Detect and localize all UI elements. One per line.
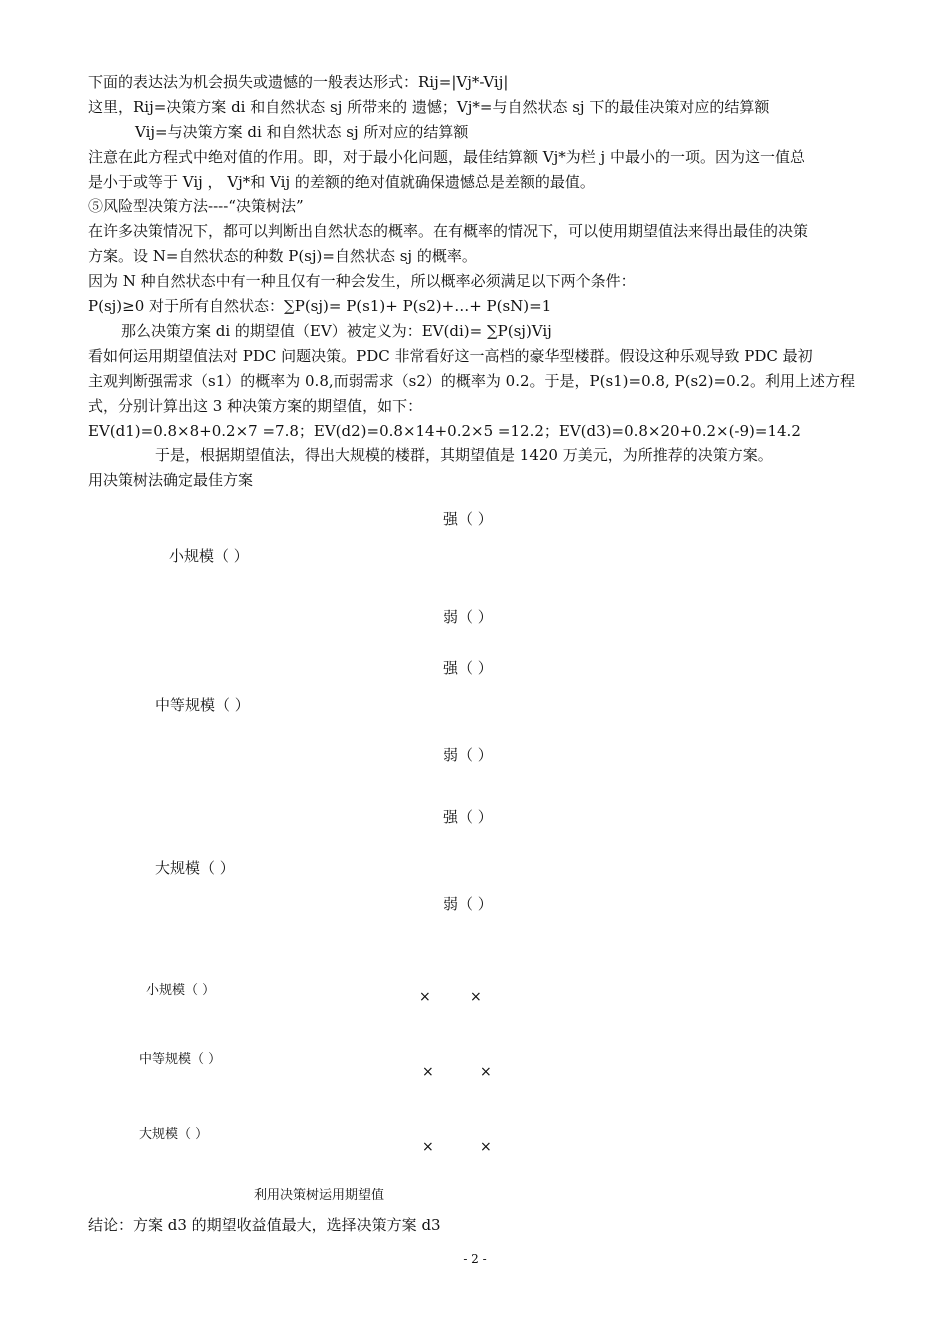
figure-caption: 利用决策树运用期望值 [254, 1188, 385, 1203]
text-line-recommendation: 于是，根据期望值法，得出大规模的楼群，其期望值是 1420 万美元，为所推荐的决策方案。 [155, 446, 773, 464]
tree1-medium-scale-label: 中等规模（ ） [155, 696, 250, 714]
text-line-tree-intro: 用决策树法确定最佳方案 [88, 471, 254, 489]
tree1-strong-label-medium: 强（ ） [443, 659, 493, 677]
tree2-large-scale-label: 大规模（ ） [139, 1127, 209, 1142]
text-line-pdc-1: 看如何运用期望值法对 PDC 问题决策。PDC 非常看好这一高档的豪华型楼群。假设这种乐观导致 PDC 最初 [88, 347, 813, 365]
tree1-small-scale-label: 小规模（ ） [169, 547, 249, 565]
tree2-small-scale-label: 小规模（ ） [146, 983, 216, 998]
tree2-small-mark-2: × [470, 989, 482, 1005]
text-line-ev-values: EV(d1)=0.8×8+0.2×7 =7.8；EV(d2)=0.8×14+0.2×5 =12.2；EV(d3)=0.8×20+0.2×(-9)=14.2 [88, 422, 801, 440]
text-line-pdc-2: 主观判断强需求（s1）的概率为 0.8,而弱需求（s2）的概率为 0.2。于是，P(s1)=0.8, P(s2)=0.2。利用上述方程 [88, 372, 855, 390]
text-line-definitions: 这里，Rij=决策方案 di 和自然状态 sj 所带来的 遗憾；Vj*=与自然状态 sj 下的最佳决策对应的结算额 [88, 98, 770, 116]
text-line-pdc-3: 式，分别计算出这 3 种决策方案的期望值，如下： [88, 397, 423, 415]
tree1-weak-label-small: 弱（ ） [443, 608, 493, 626]
text-line-probability-2: 方案。设 N=自然状态的种数 P(sj)=自然状态 sj 的概率。 [88, 247, 477, 265]
text-line-vij-definition: Vij=与决策方案 di 和自然状态 sj 所对应的结算额 [135, 123, 469, 141]
tree1-weak-label-medium: 弱（ ） [443, 746, 493, 764]
text-line-regret-formula: 下面的表达法为机会损失或遗憾的一般表达形式：Rij=|Vj*-Vij| [88, 73, 509, 91]
tree2-medium-mark-1: × [422, 1064, 434, 1080]
page-number: - 2 - [463, 1252, 487, 1266]
text-line-probability-sum: P(sj)≥0 对于所有自然状态：∑P(sj)= P(s1)+ P(s2)+…+ P(sN)=1 [88, 297, 552, 315]
tree2-large-mark-2: × [480, 1139, 492, 1155]
tree2-medium-mark-2: × [480, 1064, 492, 1080]
tree1-weak-label-large: 弱（ ） [443, 895, 493, 913]
text-line-absolute-note-2: 是小于或等于 Vij ， Vj*和 Vij 的差额的绝对值就确保遗憾总是差额的最值。 [88, 173, 595, 191]
tree1-strong-label-large: 强（ ） [443, 808, 493, 826]
section-heading-decision-tree: ⑤风险型决策方法----“决策树法” [88, 197, 304, 215]
text-line-absolute-note-1: 注意在此方程式中绝对值的作用。即，对于最小化问题，最佳结算额 Vj*为栏 j 中最小的一项。因为这一值总 [88, 148, 805, 166]
tree1-strong-label-small: 强（ ） [443, 510, 493, 528]
tree2-small-mark-1: × [419, 989, 431, 1005]
conclusion-text: 结论：方案 d3 的期望收益值最大，选择决策方案 d3 [88, 1216, 441, 1234]
text-line-probability-1: 在许多决策情况下，都可以判断出自然状态的概率。在有概率的情况下，可以使用期望值法来得出最佳的决策 [88, 222, 809, 240]
tree2-large-mark-1: × [422, 1139, 434, 1155]
tree1-large-scale-label: 大规模（ ） [155, 859, 235, 877]
text-line-conditions: 因为 N 种自然状态中有一种且仅有一种会发生，所以概率必须满足以下两个条件： [88, 272, 636, 290]
text-line-ev-definition: 那么决策方案 di 的期望值（EV）被定义为：EV(di)= ∑P(sj)Vij [121, 322, 552, 340]
tree2-medium-scale-label: 中等规模（ ） [139, 1052, 222, 1067]
